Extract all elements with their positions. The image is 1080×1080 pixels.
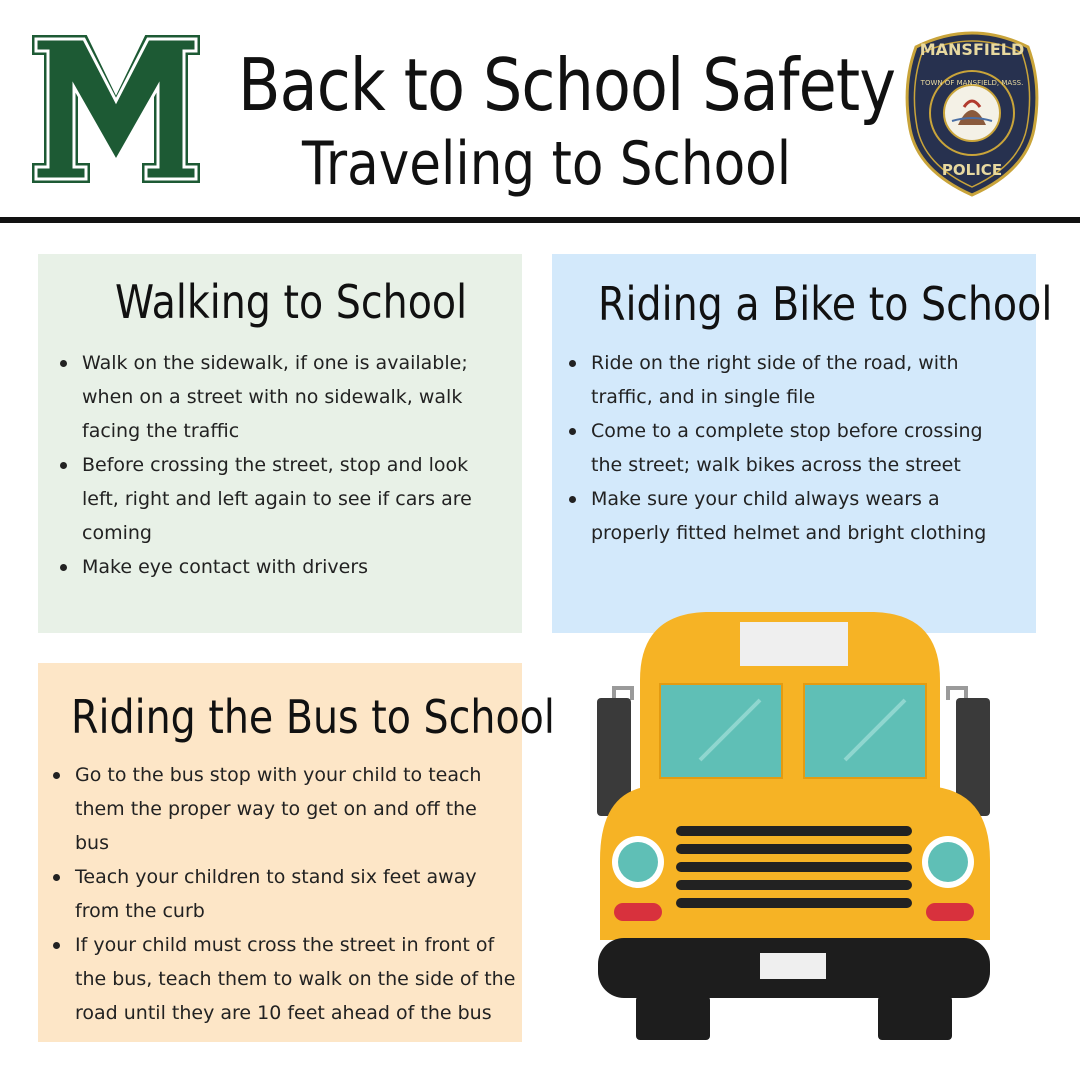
walking-list-item-line: Before crossing the street, stop and look — [82, 454, 469, 476]
bus-list-item — [75, 928, 515, 1030]
school-bus-illustration — [590, 600, 1000, 1050]
walking-list — [82, 346, 512, 584]
walking-list-item-line: when on a street with no sidewalk, walk — [82, 386, 463, 408]
walking-list-item-line: facing the traffic — [82, 420, 240, 442]
bike-list-item-line: Make sure your child always wears a — [591, 488, 940, 510]
bike-list-item-line: properly fitted helmet and bright clothing — [591, 522, 987, 544]
bike-list-item — [591, 414, 1021, 482]
bus-list-item-line: them the proper way to get on and off the — [75, 798, 477, 820]
page-subtitle: Traveling to School — [302, 129, 792, 199]
school-m-logo — [26, 29, 206, 189]
bus-panel — [38, 663, 555, 1042]
badge-ring-text: TOWN OF MANSFIELD, MASS. — [920, 79, 1024, 87]
walking-list-item-line: Make eye contact with drivers — [82, 556, 369, 578]
bus-heading: Riding the Bus to School — [71, 690, 555, 744]
bus-list-item-line: road until they are 10 feet ahead of the bus — [75, 1002, 492, 1024]
walking-panel — [38, 254, 522, 633]
walking-heading: Walking to School — [115, 275, 468, 329]
bus-list — [75, 758, 515, 1030]
bike-list — [591, 346, 1021, 550]
bike-panel — [552, 254, 1053, 633]
bike-heading: Riding a Bike to School — [598, 277, 1053, 331]
walking-list-item-line: left, right and left again to see if cars are — [82, 488, 472, 510]
bike-list-item — [591, 482, 1021, 550]
bus-list-item-line: Go to the bus stop with your child to teach — [75, 764, 482, 786]
bike-list-item-line: traffic, and in single file — [591, 386, 816, 408]
header-divider — [0, 217, 1080, 223]
badge-bottom-text: POLICE — [941, 161, 1003, 179]
walking-list-item — [82, 550, 512, 584]
bike-list-item-line: the street; walk bikes across the street — [591, 454, 961, 476]
bike-list-item-line: Come to a complete stop before crossing — [591, 420, 983, 442]
bus-list-item-line: from the curb — [75, 900, 205, 922]
bus-list-item — [75, 758, 515, 860]
page-title: Back to School Safety — [238, 43, 896, 127]
bus-list-item — [75, 860, 515, 928]
bike-list-item — [591, 346, 1021, 414]
walking-list-item-line: Walk on the sidewalk, if one is available; — [82, 352, 468, 374]
walking-list-item — [82, 448, 512, 550]
walking-list-item-line: coming — [82, 522, 152, 544]
bus-list-item-line: bus — [75, 832, 110, 854]
header — [0, 0, 1080, 222]
bus-list-item-line: If your child must cross the street in front of — [75, 934, 495, 956]
bike-list-item-line: Ride on the right side of the road, with — [591, 352, 959, 374]
police-badge-icon — [902, 25, 1042, 197]
bus-list-item-line: Teach your children to stand six feet away — [75, 866, 477, 888]
walking-list-item — [82, 346, 512, 448]
bus-list-item-line: the bus, teach them to walk on the side of the — [75, 968, 516, 990]
badge-top-text: MANSFIELD — [919, 40, 1025, 59]
